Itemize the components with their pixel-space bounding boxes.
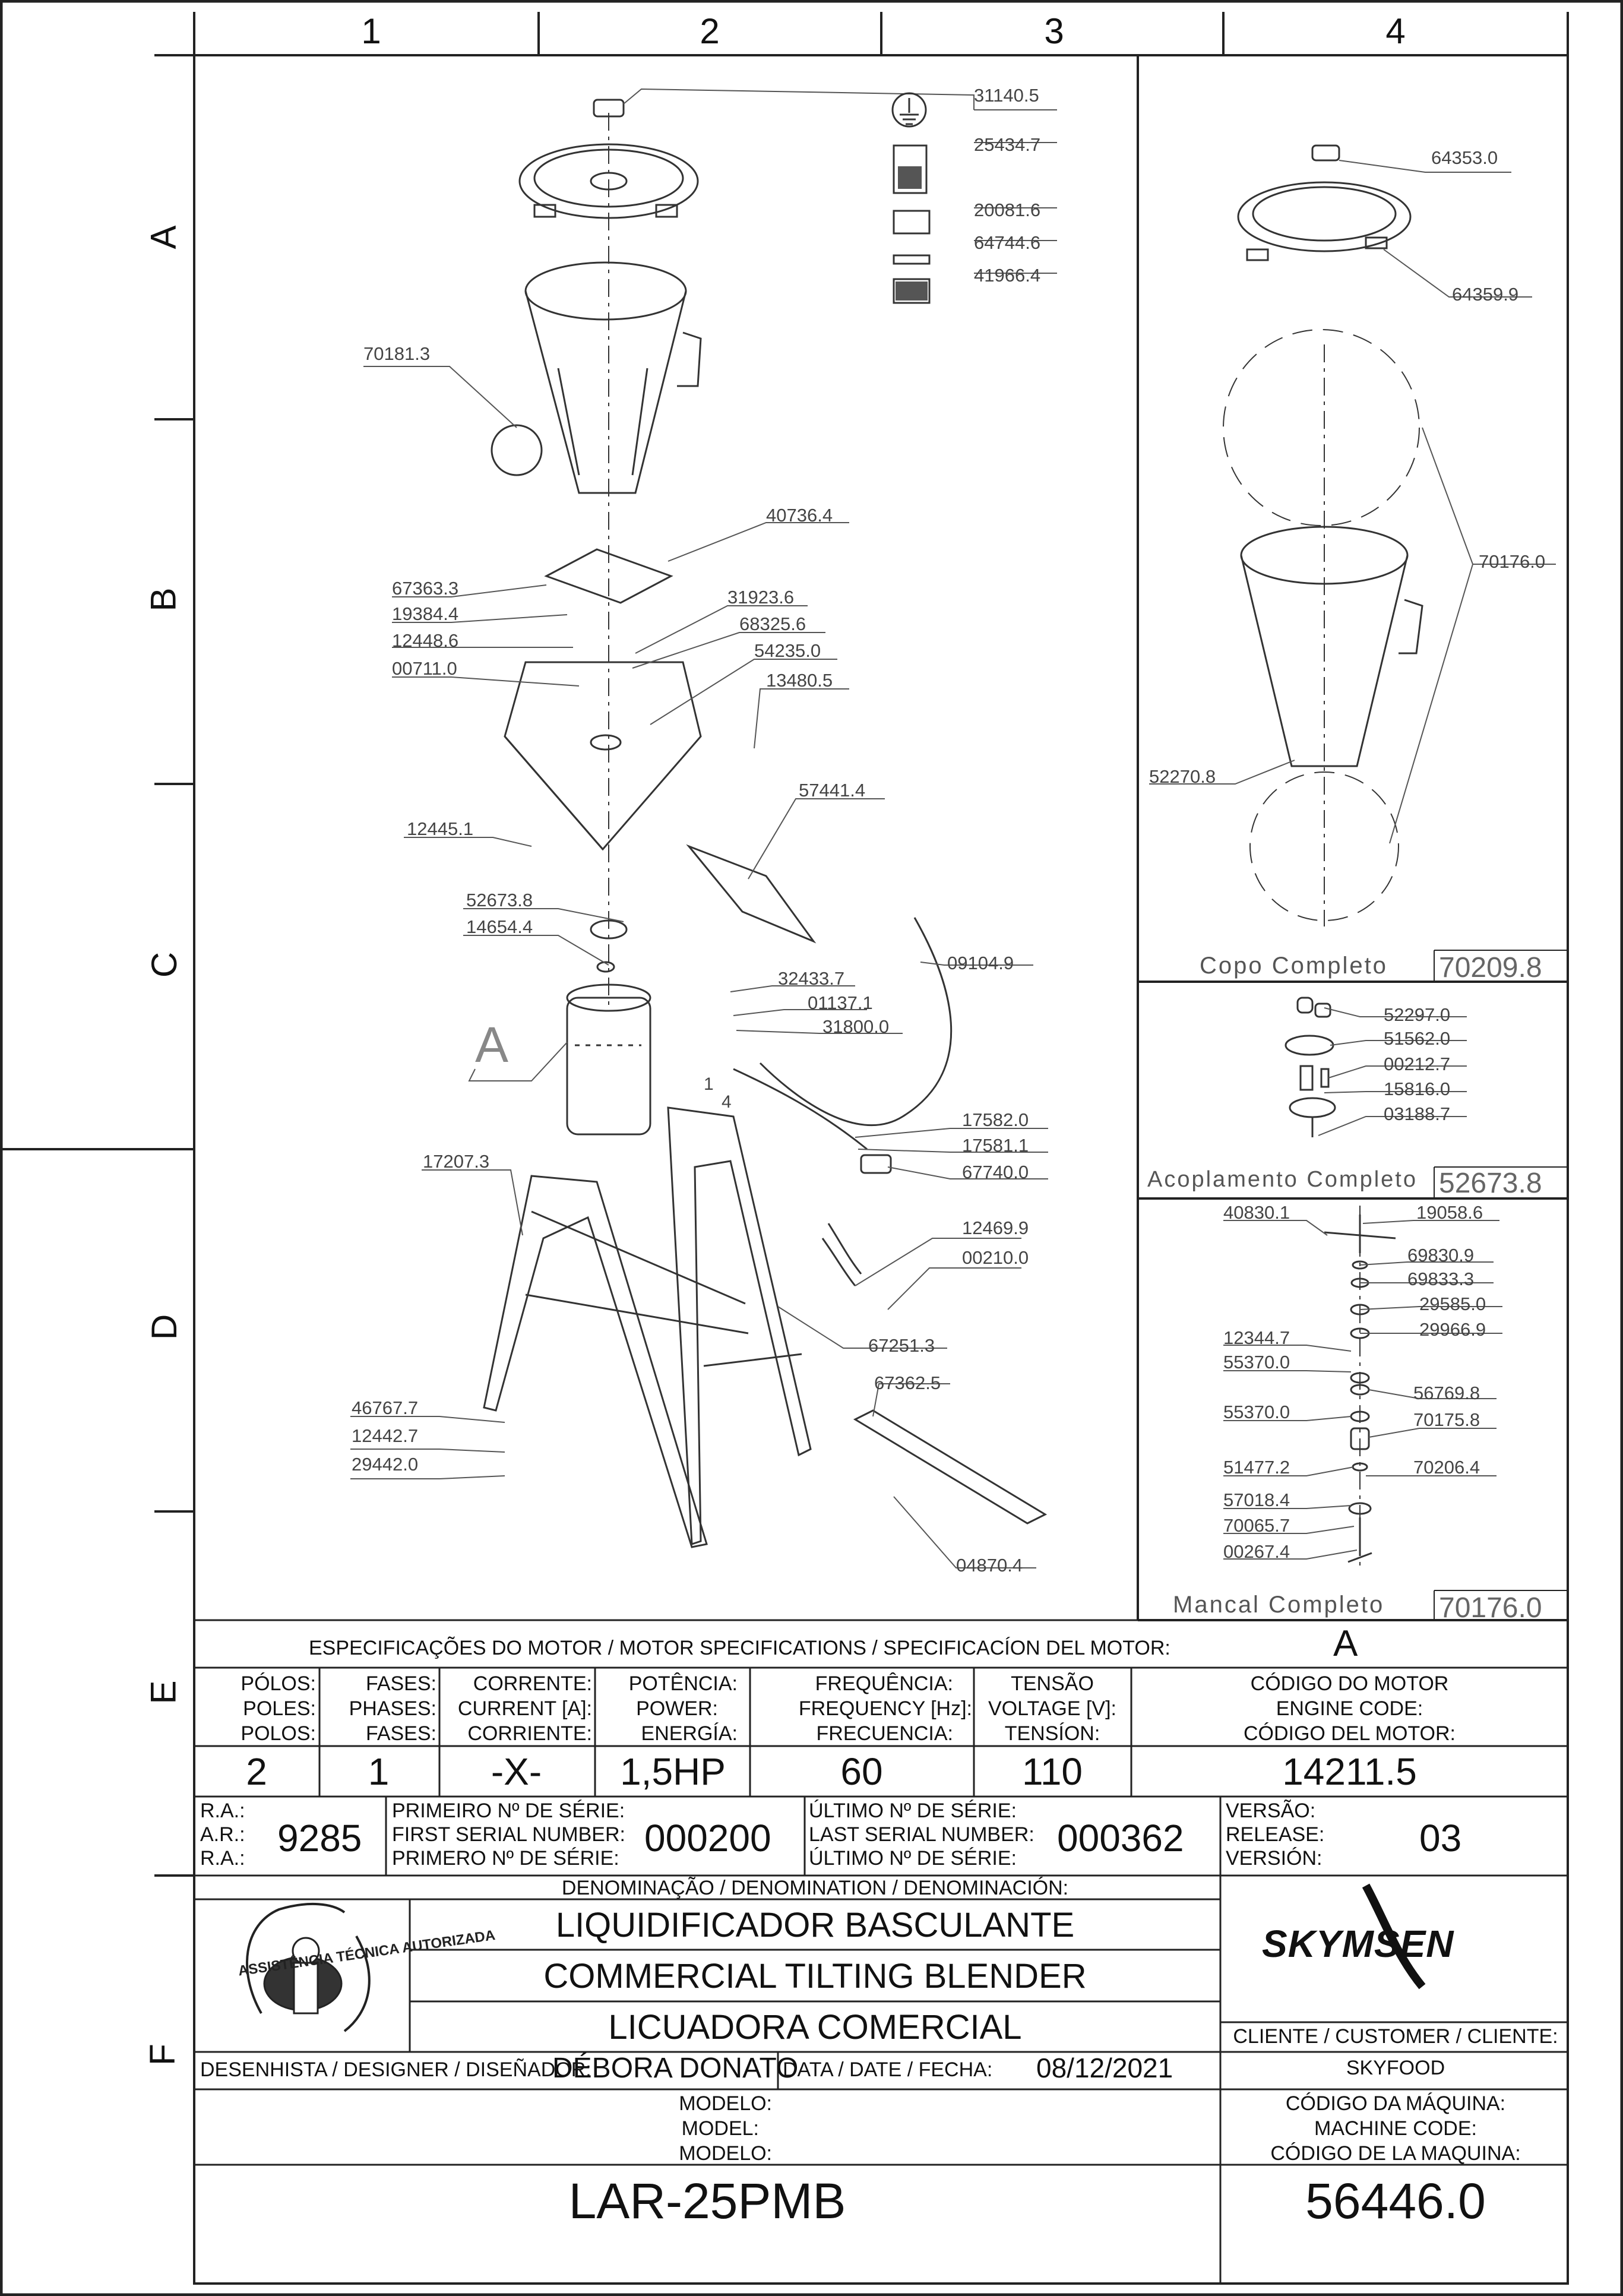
current-label-pt: CORRENTE:	[473, 1672, 592, 1695]
part-label: 57441.4	[799, 780, 866, 801]
part-label: 00212.7	[1384, 1054, 1451, 1074]
grid-row-D: D	[144, 1314, 185, 1340]
part-label: 68325.6	[739, 613, 806, 634]
wire-mark: 1	[704, 1074, 714, 1094]
part-label: 67362.5	[874, 1372, 941, 1393]
part-label: 55370.0	[1223, 1352, 1290, 1372]
part-label: 15816.0	[1384, 1079, 1451, 1099]
wire-mark: 4	[722, 1092, 732, 1112]
part-label: 69830.9	[1407, 1245, 1475, 1266]
part-label: 29966.9	[1419, 1319, 1486, 1340]
voltage-label-en: VOLTAGE [V]:	[988, 1697, 1117, 1720]
date-label: DATA / DATE / FECHA:	[783, 2058, 993, 2081]
grid-row-C: C	[144, 951, 185, 978]
assistance-logo-badge	[214, 1897, 496, 2046]
part-label: 54235.0	[754, 640, 821, 661]
grid-row-A: A	[143, 225, 184, 249]
part-label: 12442.7	[352, 1425, 419, 1446]
part-label: 00210.0	[962, 1247, 1029, 1268]
part-label: 12344.7	[1223, 1327, 1290, 1348]
grid-col-4: 4	[1385, 11, 1406, 51]
part-label: 00711.0	[392, 658, 457, 679]
first-serial-label-pt: PRIMEIRO Nº DE SÉRIE:	[392, 1800, 625, 1822]
first-serial-value: 000200	[644, 1817, 771, 1859]
last-serial-value: 000362	[1057, 1817, 1184, 1859]
copo-title: Copo Completo	[1200, 953, 1388, 979]
part-label: 12448.6	[392, 630, 459, 651]
acoplamento-code: 52673.8	[1439, 1168, 1542, 1199]
part-label: 25434.7	[974, 134, 1041, 155]
denomination-en: COMMERCIAL TILTING BLENDER	[543, 1957, 1087, 1995]
model-label-es: MODELO:	[679, 2142, 772, 2165]
mancal-code: 70176.0	[1439, 1592, 1542, 1624]
part-label: 41966.4	[974, 265, 1041, 286]
part-label: 09104.9	[947, 953, 1014, 973]
last-serial-label-es: ÚLTIMO Nº DE SÉRIE:	[809, 1847, 1017, 1870]
part-label: 40736.4	[766, 505, 833, 526]
part-label: 67251.3	[868, 1335, 935, 1356]
part-label: 32433.7	[778, 968, 845, 989]
part-label: 17207.3	[423, 1151, 490, 1172]
current-label-es: CORRIENTE:	[467, 1722, 592, 1745]
engine-code-label-en: ENGINE CODE:	[1276, 1697, 1423, 1720]
grid-col-3: 3	[1044, 11, 1064, 51]
voltage-label-es: TENSÍON:	[1004, 1722, 1100, 1745]
machine-code-label-en: MACHINE CODE:	[1314, 2117, 1477, 2140]
part-label: 40830.1	[1223, 1202, 1290, 1223]
part-label: 70181.3	[363, 343, 431, 364]
part-label: 19384.4	[392, 603, 459, 624]
part-label: 52297.0	[1384, 1004, 1451, 1025]
part-label: 64744.6	[974, 232, 1041, 253]
part-label: 67740.0	[962, 1162, 1029, 1182]
part-label: 52673.8	[466, 890, 533, 910]
part-label: 29442.0	[352, 1454, 419, 1475]
grid-row-E: E	[143, 1680, 184, 1704]
poles-label-en: POLES:	[243, 1697, 316, 1720]
power-label-pt: POTÊNCIA:	[628, 1672, 738, 1695]
phases-label-es: FASES:	[365, 1722, 436, 1745]
denomination-es: LICUADORA COMERCIAL	[608, 2008, 1022, 2047]
part-label: 31800.0	[822, 1016, 890, 1037]
part-label: 29585.0	[1419, 1294, 1486, 1314]
power-label-es: ENERGÍA:	[641, 1722, 738, 1745]
part-label: 55370.0	[1223, 1402, 1290, 1422]
part-label: 51562.0	[1384, 1028, 1451, 1049]
release-label-es: VERSIÓN:	[1226, 1847, 1323, 1870]
grid-row-B: B	[143, 587, 184, 612]
acoplamento-title: Acoplamento Completo	[1147, 1167, 1418, 1192]
copo-code: 70209.8	[1439, 952, 1542, 983]
phases-value: 1	[368, 1750, 390, 1793]
current-label-en: CURRENT [A]:	[457, 1697, 592, 1720]
model-value: LAR-25PMB	[568, 2173, 846, 2229]
part-label: 70176.0	[1479, 551, 1546, 572]
part-label: 17581.1	[962, 1135, 1029, 1156]
part-label: 46767.7	[352, 1397, 419, 1418]
release-label-en: RELEASE:	[1226, 1823, 1325, 1846]
part-label: 14654.4	[466, 916, 533, 937]
assistance-logo-text: ASSISTÊNCIA TÉCNICA AUTORIZADA	[237, 1927, 496, 1979]
frequency-label-es: FRECUENCIA:	[816, 1722, 953, 1745]
part-label: 64353.0	[1431, 147, 1498, 168]
poles-label-es: POLOS:	[241, 1722, 316, 1745]
frequency-label-pt: FREQUÊNCIA:	[815, 1672, 953, 1695]
voltage-value: 110	[1021, 1750, 1083, 1793]
customer-label: CLIENTE / CUSTOMER / CLIENTE:	[1233, 2025, 1558, 2048]
grid-col-2: 2	[700, 11, 720, 51]
date-value: 08/12/2021	[1036, 2053, 1173, 2083]
part-label: 01137.1	[808, 992, 873, 1013]
customer-value: SKYFOOD	[1346, 2057, 1445, 2079]
engine-code-label-es: CÓDIGO DEL MOTOR:	[1243, 1722, 1456, 1745]
part-label: 31140.5	[974, 85, 1039, 106]
part-label: 67363.3	[392, 578, 459, 599]
part-label: 70206.4	[1413, 1457, 1480, 1478]
frequency-label-en: FREQUENCY [Hz]:	[798, 1697, 972, 1720]
poles-value: 2	[246, 1750, 267, 1793]
machine-code-label-pt: CÓDIGO DA MÁQUINA:	[1285, 2092, 1506, 2115]
part-label: 20081.6	[974, 200, 1041, 220]
part-label: 12469.9	[962, 1217, 1029, 1238]
part-label: 17582.0	[962, 1109, 1029, 1130]
part-label: 70065.7	[1223, 1515, 1290, 1536]
model-label-en: MODEL:	[681, 2117, 759, 2140]
mancal-title: Mancal Completo	[1173, 1592, 1385, 1618]
motor-callout: A	[475, 1017, 509, 1073]
last-serial-label-en: LAST SERIAL NUMBER:	[809, 1823, 1034, 1846]
grid-col-1: 1	[361, 11, 381, 51]
power-label-en: POWER:	[636, 1697, 718, 1720]
first-serial-label-en: FIRST SERIAL NUMBER:	[392, 1823, 625, 1846]
part-label: 51477.2	[1223, 1457, 1290, 1478]
part-label: 52270.8	[1149, 766, 1216, 787]
grid-row-F: F	[142, 2044, 182, 2066]
part-label: 12445.1	[407, 818, 474, 839]
first-serial-label-es: PRIMERO Nº DE SÉRIE:	[392, 1847, 619, 1870]
ra-label-en: A.R.:	[200, 1823, 245, 1846]
part-label: 69833.3	[1407, 1269, 1475, 1289]
model-label-pt: MODELO:	[679, 2092, 772, 2115]
poles-label-pt: PÓLOS:	[241, 1672, 316, 1695]
machine-code-value: 56446.0	[1305, 2173, 1486, 2229]
frequency-value: 60	[840, 1750, 883, 1793]
part-label: 57018.4	[1223, 1489, 1290, 1510]
part-label: 70175.8	[1413, 1409, 1480, 1430]
part-label: 19058.6	[1416, 1202, 1483, 1223]
power-value: 1,5HP	[620, 1750, 726, 1793]
voltage-label-pt: TENSÃO	[1011, 1672, 1094, 1695]
denomination-header: DENOMINAÇÃO / DENOMINATION / DENOMINACIÓN:	[561, 1877, 1069, 1899]
designer-label: DESENHISTA / DESIGNER / DISEÑADOR:	[200, 2058, 591, 2081]
part-label: 04870.4	[956, 1555, 1023, 1576]
ra-label-pt: R.A.:	[200, 1800, 245, 1822]
spec-header: ESPECIFICAÇÕES DO MOTOR / MOTOR SPECIFICATIONS / SPECIFICACÍON DEL MOTOR:	[309, 1637, 1170, 1659]
phases-label-en: PHASES:	[349, 1697, 436, 1720]
last-serial-label-pt: ÚLTIMO Nº DE SÉRIE:	[809, 1800, 1017, 1822]
part-label: 13480.5	[766, 670, 833, 691]
designer-value: DÉBORA DONATO	[552, 2053, 799, 2084]
part-label: 31923.6	[727, 587, 795, 608]
current-value: -X-	[491, 1750, 542, 1793]
brand-logo: SKYMSEN	[1262, 1922, 1454, 1965]
engine-code-label-pt: CÓDIGO DO MOTOR	[1250, 1672, 1449, 1695]
spec-motor-letter: A	[1333, 1623, 1358, 1664]
part-label: 56769.8	[1413, 1383, 1480, 1403]
ra-value: 9285	[277, 1817, 362, 1859]
denomination-pt: LIQUIDIFICADOR BASCULANTE	[555, 1906, 1075, 1944]
release-label-pt: VERSÃO:	[1226, 1800, 1316, 1822]
part-label: 03188.7	[1384, 1103, 1451, 1124]
part-label: 00267.4	[1223, 1541, 1290, 1562]
engine-code-value: 14211.5	[1282, 1750, 1417, 1793]
phases-label-pt: FASES:	[365, 1672, 436, 1695]
ra-label-es: R.A.:	[200, 1847, 245, 1870]
part-label: 64359.9	[1452, 284, 1519, 305]
machine-code-label-es: CÓDIGO DE LA MAQUINA:	[1270, 2142, 1521, 2165]
release-value: 03	[1419, 1817, 1462, 1859]
